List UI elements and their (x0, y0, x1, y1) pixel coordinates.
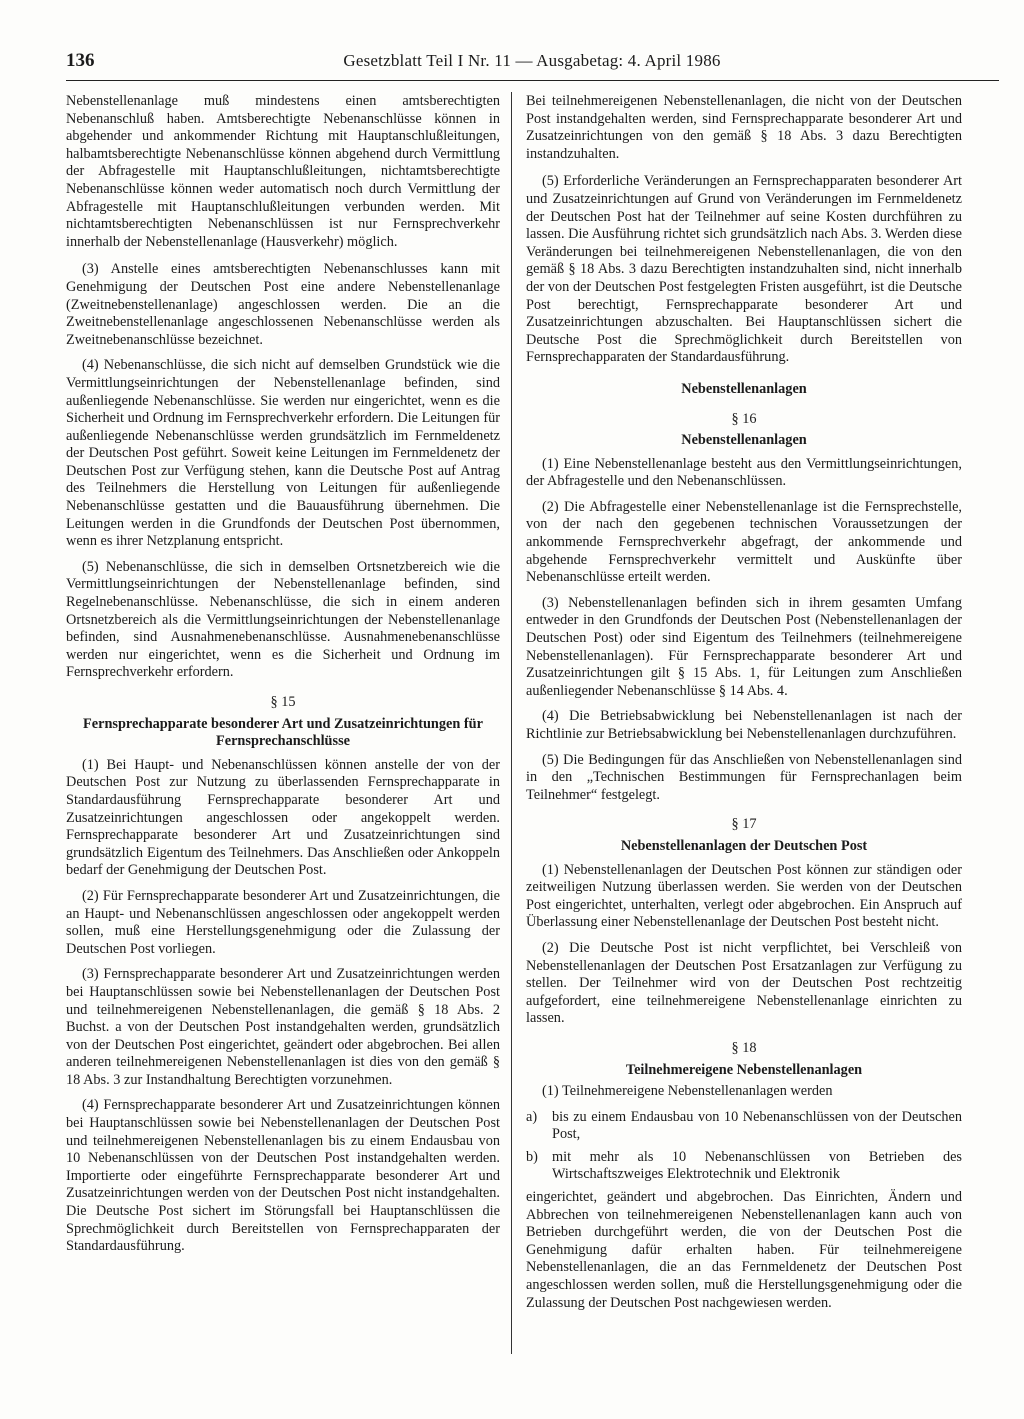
paragraph-15-3: (3) Fernsprechapparate besonderer Art und Zusatzeinrichtungen werden bei Hauptanschlüssen sowie bei Nebenstellenanlagen der Deutschen Post und teilnehmereigenen Nebenstellenanlagen, die gemäß § 18 Abs. 2 Buchst. a von der Deutschen Post instandgehalten werden, grundsätzlich von der Deutschen Post eingerichtet, geändert oder abgebrochen. Bei allen anderen teilnehmereigenen Nebenstellenanlagen ist dies von den gemäß § 18 Abs. 3 zur Instandhaltung Berechtigten vorzunehmen. (66, 966, 500, 1088)
paragraph-14-3: (3) Anstelle eines amtsberechtigten Nebenanschlusses kann mit Genehmigung der Deutschen Post eine andere Nebenstellenanlage (Zweitnebenstellenanlage) angeschlossen werden. Die an die Zweitnebenstellenanlage angeschlossenen Nebenanschlüsse werden als Zweitnebenanschlüsse bezeichnet. (66, 261, 500, 348)
paragraph-15-1: (1) Bei Haupt- und Nebenanschlüssen können anstelle der von der Deutschen Post zur Nutzung zu überlassenden Fernsprechapparate in Standardausführung Fernsprechapparate besonderer Art und Zusatzeinrichtungen angeschlossen oder angekoppelt werden. Fernsprechapparate besonderer Art und Zusatzeinrichtungen sind grundsätzlich Eigentum des Teilnehmers. Das Anschließen oder Ankoppeln bedarf der Genehmigung der Deutschen Post. (66, 756, 500, 879)
paragraph-14-5: (5) Nebenanschlüsse, die sich in demselben Ortsnetzbereich wie die Vermittlungseinrichtungen der Nebenstellenanlage befinden, sind Regelnebenanschlüsse. Nebenanschlüsse, die sich in einem anderen Ortsnetzbereich als die Vermittlungseinrichtungen der Nebenstellenanlage befinden, sind Ausnahmenebenanschlüsse. Ausnahmenebenanschlüsse werden nur eingerichtet, wenn es die Sicherheit und Ordnung im Fernsprechverkehr erfordern. (66, 558, 500, 681)
list-item-text: mit mehr als 10 Nebenanschlüssen von Betrieben des Wirtschaftszweiges Elektrotechnik und Elektronik (552, 1148, 962, 1183)
chapter-heading: Nebenstellenanlagen (681, 380, 807, 397)
paragraph-14-4: (4) Nebenanschlüsse, die sich nicht auf demselben Grundstück wie die Vermittlungseinrichtungen der Nebenstellenanlage befinden, sind außenliegende Nebenanschlüsse. Sie werden nur eingerichtet, wenn es die Sicherheit und Ordnung im Fernsprechverkehr erfordern. Die Leitungen für außenliegende Nebenanschlüsse werden grundsätzlich im Fernmeldenetz der Deutschen Post geführt. Soweit keine Leitungen im Fernmeldenetz der Deutschen Post zur Verfügung stehen, kann die Deutsche Post auf Antrag des Teilnehmers die Herstellung von Leitungen für außenliegende Nebenanschlüsse gestatten und die Bauausführung übernehmen. Die Leitungen werden in die Grundfonds der Deutschen Post übernommen, wenn es ihrer Netzplanung entspricht. (66, 357, 500, 550)
section-15-title: Fernsprechapparate besonderer Art und Zusatzeinrichtungen für Fernsprechanschlüsse (83, 715, 483, 750)
paragraph-17-1: (1) Nebenstellenanlagen der Deutschen Post können zur ständigen oder zeitweiligen Nutzung überlassen werden. Sie werden von der Deutschen Post eingerichtet, unterhalten, verlegt oder abgebrochen. Ein Anspruch auf Überlassung einer Nebenstellenanlage der Deutschen Post besteht nicht. (526, 861, 962, 931)
list-item (526, 1149, 962, 1184)
page-header (66, 50, 998, 74)
paragraph-15-4: (4) Fernsprechapparate besonderer Art und Zusatzeinrichtungen können bei Hauptanschlüssen sowie bei Nebenstellenanlagen der Deutschen Post und teilnehmereigenen Nebenstellenanlagen bis zu einem Endausbau von 10 Nebenanschlüssen von der Deutschen Post instandgehalten werden. Importierte oder eingeführte Fernsprechapparate besonderer Art und Zusatzeinrichtungen werden von der Deutschen Post nicht instandgehalten. Die Deutsche Post sichert im Störungsfall bei Hauptanschlüssen die Sprechmöglichkeit durch Bereitstellen von Fernsprechapparaten der Standardausführung. (66, 1097, 500, 1255)
section-18-title: Teilnehmereigene Nebenstellenanlagen (625, 1061, 863, 1078)
paragraph-15-5: (5) Erforderliche Veränderungen an Fernsprechapparaten besonderer Art und Zusatzeinrichtungen auf Grund von Veränderungen im Fernmeldenetz der Deutschen Post hat der Teilnehmer auf seine Kosten durchführen zu lassen. Die Ausführung richtet sich grundsätzlich nach Abs. 3. Werden diese Veränderungen bei teilnehmereigenen Nebenstellenanlagen, die von den gemäß § 18 Abs. 3 dazu Berechtigten instandzuhalten sind, nicht innerhalb der von der Deutschen Post festgelegten Fristen ausgeführt, ist die Deutsche Post berechtigt, Fernsprechapparate besonderer Art und Zusatzeinrichtungen abzuschalten. Bei Hauptanschlüssen sichert die Deutsche Post die Sprechmöglichkeit durch Bereitstellen von Fernsprechapparaten der Standardausführung. (526, 173, 962, 366)
section-18-number: § 18 (731, 1039, 757, 1056)
list-item-label: b) (526, 1148, 538, 1165)
section-15-number: § 15 (270, 694, 296, 710)
page-number: 136 (66, 50, 95, 71)
paragraph-16-2: (2) Die Abfragestelle einer Nebenstellenanlage ist die Fernsprechstelle, von der nach den gegebenen technischen Voraussetzungen der ankommende Fernsprechverkehr abgefragt, der ankommende und abgehende Fernsprechverkehr vermittelt und Auskünfte über Nebenanschlüsse erteilt werden. (526, 498, 962, 586)
section-16-number: § 16 (731, 410, 757, 427)
right-column (526, 93, 962, 1320)
paragraph-18-1-intro: (1) Teilnehmereigene Nebenstellenanlagen werden (542, 1083, 833, 1100)
running-head: Gesetzblatt Teil I Nr. 11 — Ausgabetag: 4. April 1986 (343, 51, 721, 70)
paragraph-16-4: (4) Die Betriebsabwicklung bei Nebenstellenanlagen ist nach der Richtlinie zur Betriebsabwicklung bei Nebenstellenanlagen durchzuführen. (526, 708, 962, 742)
paragraph-18-1-tail: eingerichtet, geändert und abgebrochen. Das Einrichten, Ändern und Abbrechen von teilnehmereigenen Nebenstellenanlagen kann auch von Betrieben durchgeführt werden, die von der Deutschen Post die Genehmigung dafür erhalten haben. Für teilnehmereigene Nebenstellenanlagen, die an das Fernmeldenetz der Deutschen Post angeschlossen werden sollen, muß die Herstellungsgenehmigung oder die Zulassung der Deutschen Post nachgewiesen werden. (526, 1189, 962, 1311)
paragraph-continued-right: Bei teilnehmereigenen Nebenstellenanlagen, die nicht von der Deutschen Post instandgehalten werden, sind Fernsprechapparate besonderer Art und Zusatzeinrichtungen von den gemäß § 18 Abs. 3 dazu Berechtigten instandzuhalten. (526, 93, 962, 162)
left-column (66, 93, 500, 1264)
list-item (526, 1109, 962, 1144)
section-16-title: Nebenstellenanlagen (681, 432, 807, 449)
list-item-label: a) (526, 1108, 538, 1125)
paragraph-16-5: (5) Die Bedingungen für das Anschließen von Nebenstellenanlagen sind in den „Technischen Bestimmungen für Fernsprechanlagen beim Teilnehmer“ festgelegt. (526, 751, 962, 803)
column-divider (511, 92, 512, 1354)
paragraph-15-2: (2) Für Fernsprechapparate besonderer Art und Zusatzeinrichtungen, die an Haupt- und Nebenanschlüssen angeschlossen oder angekoppelt werden sollen, muß eine Herstellungsgenehmigung oder die Zulassung der Deutschen Post vorliegen. (66, 887, 500, 957)
paragraph-16-3: (3) Nebenstellenanlagen befinden sich in ihrem gesamten Umfang entweder in den Grundfonds der Deutschen Post (Nebenstellenanlagen der Deutschen Post) oder sind Eigentum des Teilnehmers (teilnehmereigene Nebenstellenanlagen). Für Fernsprechapparate besonderer Art und Zusatzeinrichtungen gilt § 15 Abs. 1, für Leitungen zum Anschließen außenliegender Nebenanschlüsse § 14 Abs. 4. (526, 594, 962, 699)
section-17-number: § 17 (731, 816, 757, 833)
paragraph-continued: Nebenstellenanlage muß mindestens einen amtsberechtigten Nebenanschluß haben. Amtsberechtigte Nebenanschlüsse können in abgehender und ankommender Richtung mit Hauptanschlußleitungen, halbamtsberechtigte Nebenanschlüsse können abgehend durch Vermittlung der Abfragestelle mit Hauptanschlußleitungen, nichtamtsberechtigte Nebenanschlüsse können weder automatisch noch durch Vermittlung der Abfragestelle mit Hauptanschlußleitungen verbunden werden. Mit nichtamtsberechtigten Nebenanschlüssen ist nur Fernsprechverkehr innerhalb der Nebenstellenanlage (Hausverkehr) möglich. (66, 93, 500, 250)
header-rule (66, 80, 999, 81)
paragraph-17-2: (2) Die Deutsche Post ist nicht verpflichtet, bei Verschleiß von Nebenstellenanlagen der Deutschen Post Ersatzanlagen zur Verfügung zu stellen. Der Teilnehmer wird von der Deutschen Post rechtzeitig aufgefordert, eine teilnehmereigene Nebenstellenanlage einrichten zu lassen. (526, 939, 962, 1027)
list-item-text: bis zu einem Endausbau von 10 Nebenanschlüssen von der Deutschen Post, (552, 1108, 962, 1143)
section-17-title: Nebenstellenanlagen der Deutschen Post (620, 837, 868, 854)
paragraph-16-1: (1) Eine Nebenstellenanlage besteht aus den Vermittlungseinrichtungen, der Abfragestelle und den Nebenanschlüssen. (526, 455, 962, 490)
